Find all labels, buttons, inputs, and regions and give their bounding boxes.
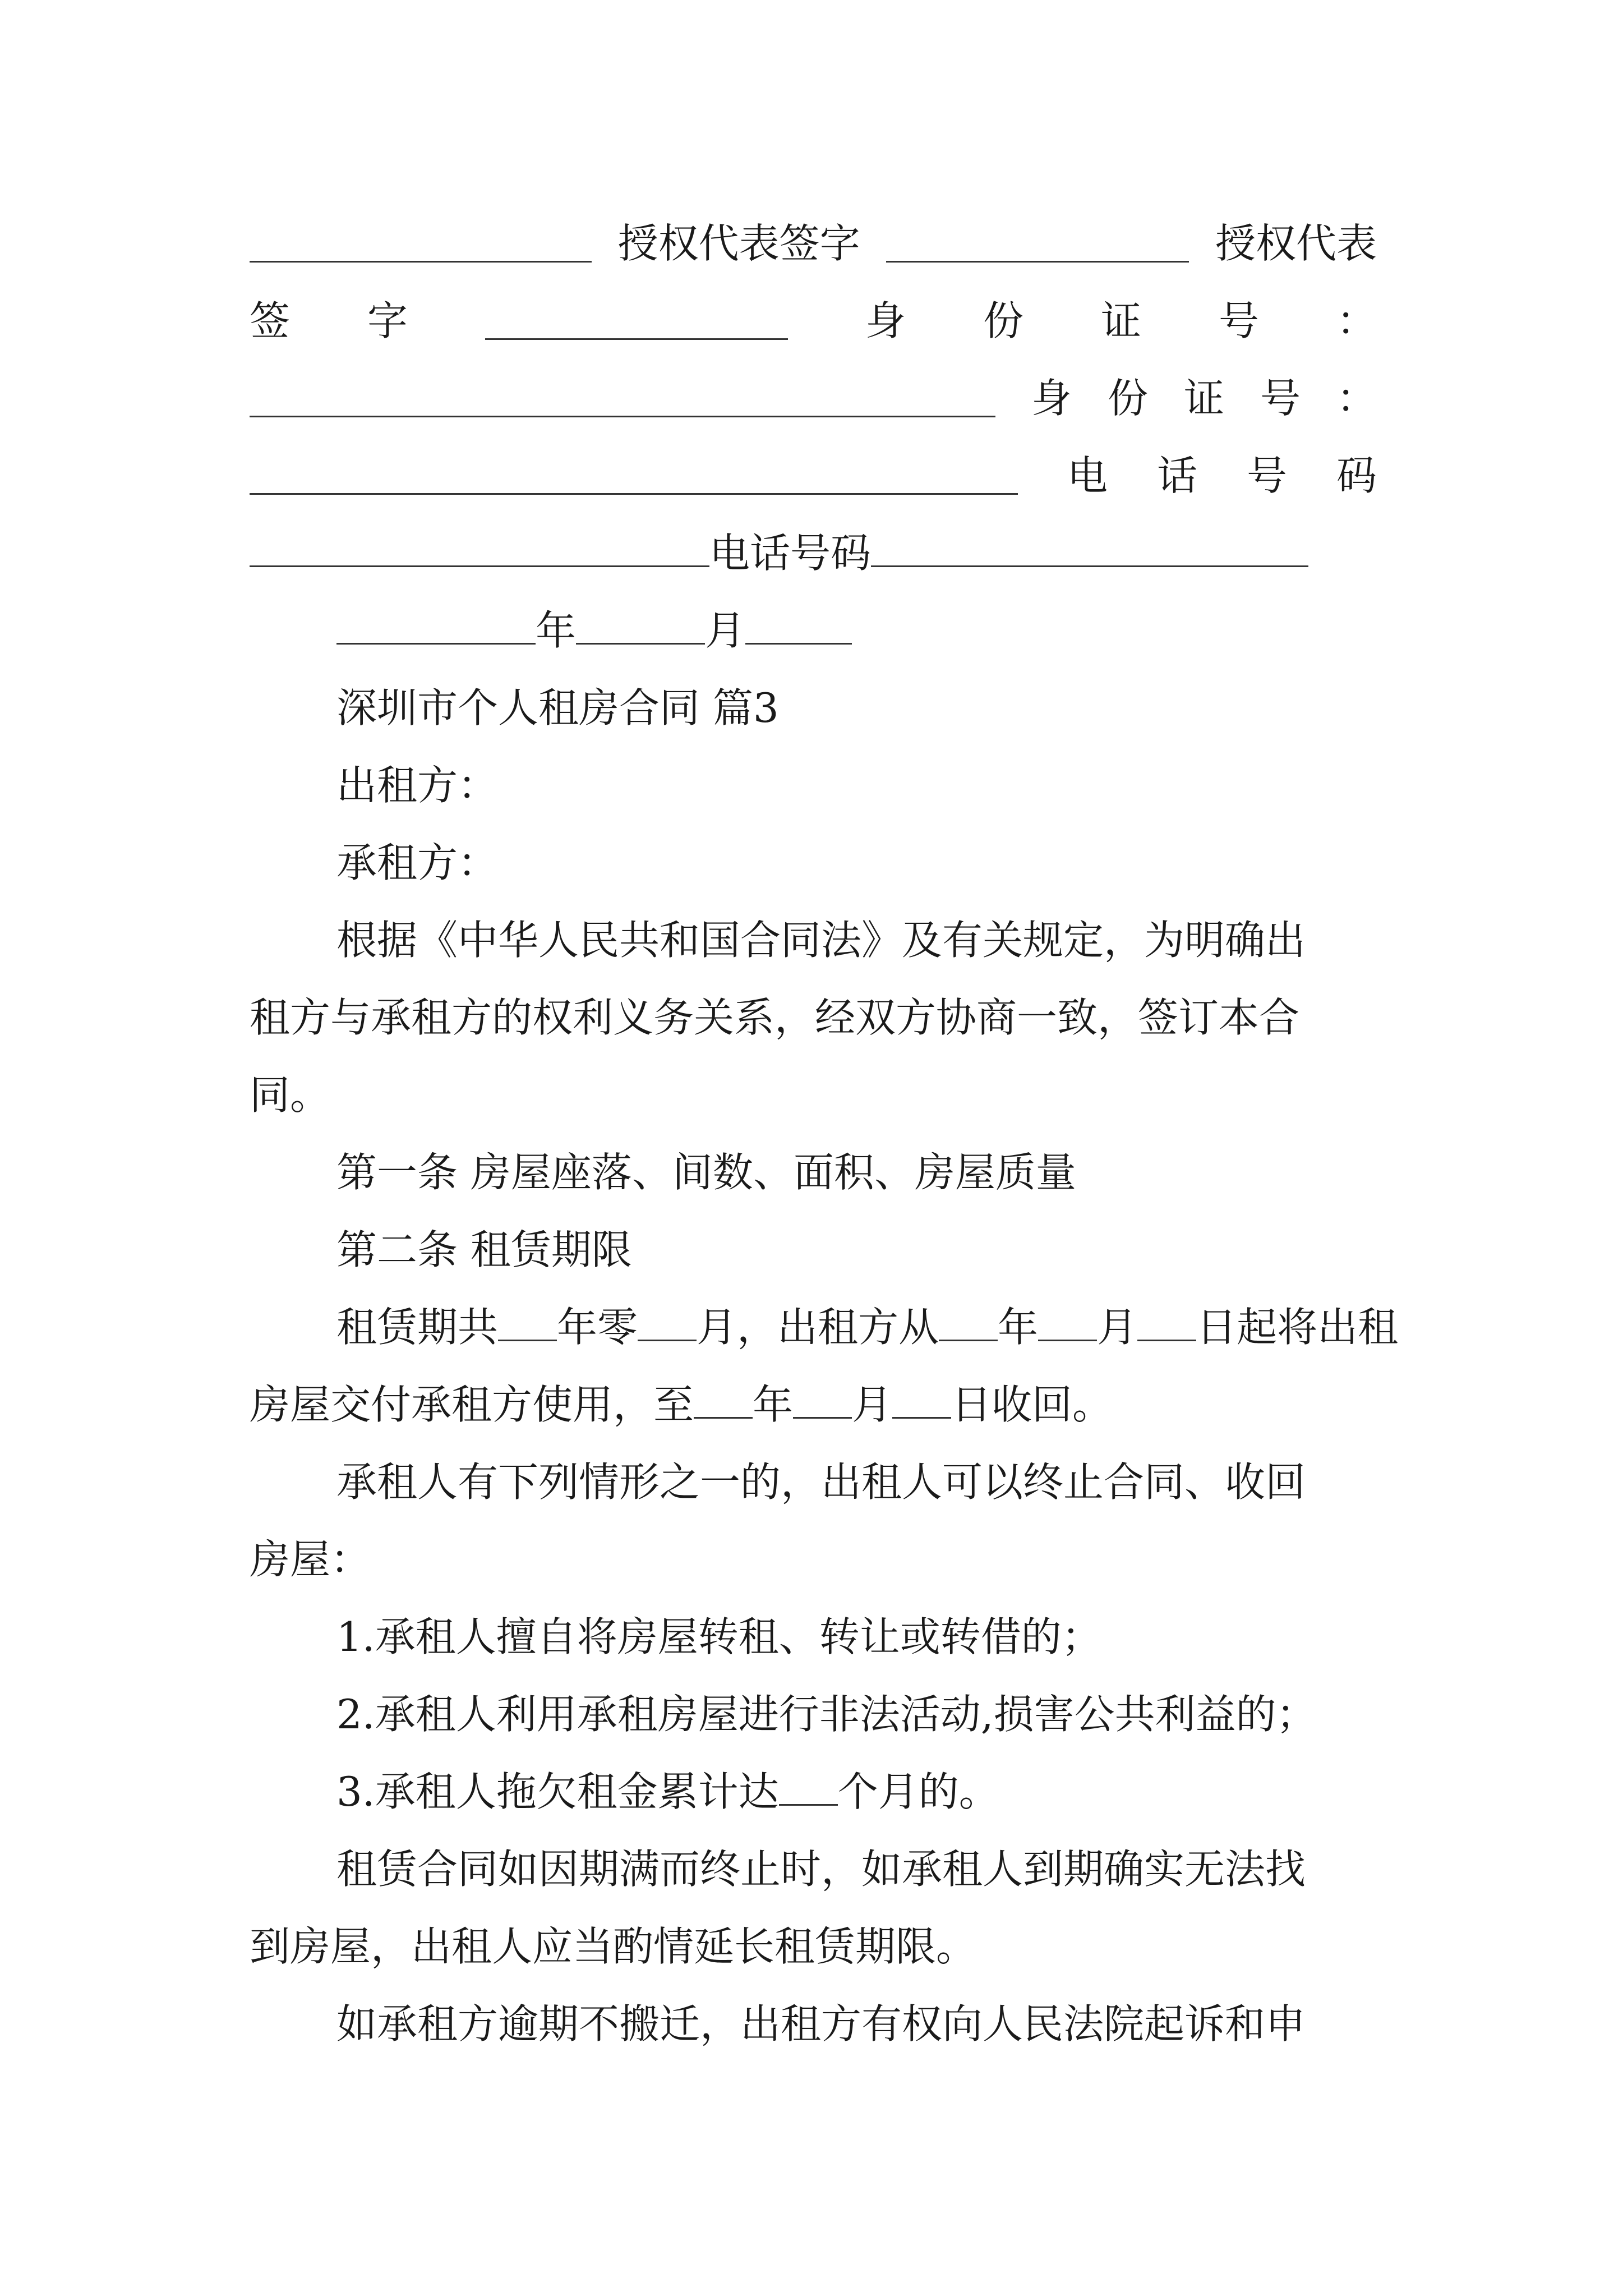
sign-char: 字	[367, 297, 408, 344]
intro-paragraph-line: 同。	[250, 1071, 331, 1119]
phone-char: 码	[1336, 452, 1377, 499]
day-blank	[745, 607, 852, 645]
id-char: 身	[1031, 375, 1072, 422]
id-char: 身	[865, 297, 906, 344]
lease-blank	[793, 1381, 852, 1419]
id-char: 份	[1107, 375, 1148, 422]
phone-blank	[250, 530, 709, 567]
id-char: 号	[1218, 297, 1259, 344]
signature-row-5	[250, 514, 1377, 592]
month-blank	[576, 607, 705, 645]
lease-blank	[892, 1381, 951, 1419]
article-2-heading: 第二条 租赁期限	[336, 1226, 632, 1273]
expiry-paragraph-line: 到房屋，出租人应当酌情延长租赁期限。	[250, 1923, 977, 1970]
lease-text: 租赁期共	[336, 1304, 499, 1351]
phone-blank	[871, 530, 1308, 567]
item-text: 个月的。	[837, 1768, 999, 1815]
year-label: 年	[536, 607, 577, 654]
id-number-blank	[250, 380, 995, 417]
article-1-heading: 第一条 房屋座落、间数、面积、房屋质量	[336, 1149, 1076, 1196]
intro-paragraph-line: 根据《中华人民共和国合同法》及有关规定，为明确出	[336, 917, 1306, 964]
id-char: 证	[1183, 375, 1224, 422]
signature-row-2	[250, 282, 1377, 360]
item-text: 3.承租人拖欠租金累计达	[336, 1768, 779, 1815]
lease-blank	[694, 1381, 753, 1419]
lease-text: 月	[852, 1381, 893, 1428]
phone-char: 话	[1156, 452, 1197, 499]
lease-text: 日收回。	[951, 1381, 1113, 1428]
termination-item-3	[336, 1752, 1377, 1831]
lease-term-line	[250, 1365, 1377, 1444]
intro-paragraph-line: 租方与承租方的权利义务关系，经双方协商一致，签订本合	[250, 994, 1300, 1041]
signature-row-1	[250, 204, 1377, 283]
sign-char: 签	[250, 297, 291, 344]
month-label: 月	[705, 607, 746, 654]
lessor-label: 出租方：	[336, 762, 499, 809]
id-char: ：	[1336, 375, 1377, 422]
relocation-paragraph-line: 如承租方逾期不搬迁，出租方有权向人民法院起诉和申	[336, 2000, 1306, 2047]
lease-blank	[1038, 1304, 1097, 1341]
lease-text: 年	[753, 1381, 794, 1428]
signature-row-3	[250, 359, 1377, 438]
lease-text: 日起将出租	[1196, 1304, 1399, 1351]
termination-paragraph-line: 房屋：	[250, 1536, 371, 1583]
signature-blank	[250, 225, 592, 263]
termination-item-2: 2.承租人利用承租房屋进行非法活动,损害公共利益的；	[336, 1691, 1317, 1738]
id-char: 号	[1260, 375, 1301, 422]
lease-text: 月	[1097, 1304, 1138, 1351]
id-char: ：	[1336, 297, 1377, 344]
signature-blank	[485, 302, 788, 340]
phone-char: 电	[1067, 452, 1108, 499]
date-row	[336, 591, 1377, 670]
termination-paragraph-line: 承租人有下列情形之一的，出租人可以终止合同、收回	[336, 1458, 1306, 1506]
lease-text: 房屋交付承租方使用，至	[250, 1381, 694, 1428]
lease-text: 年零	[557, 1304, 638, 1351]
authorized-rep-label: 授权代表	[1215, 220, 1377, 267]
lease-text: 年	[998, 1304, 1039, 1351]
id-char: 份	[983, 297, 1023, 344]
authorized-signature-label: 授权代表签字	[617, 220, 860, 267]
lease-blank	[638, 1304, 697, 1341]
lessee-label: 承租方：	[336, 839, 499, 886]
year-blank	[336, 607, 536, 645]
lease-blank	[498, 1304, 557, 1341]
id-char: 证	[1100, 297, 1141, 344]
lease-term-line	[336, 1288, 1399, 1366]
lease-blank	[939, 1304, 998, 1341]
id-number-blank	[250, 457, 1018, 495]
termination-item-1: 1.承租人擅自将房屋转租、转让或转借的；	[336, 1613, 1102, 1660]
document-title: 深圳市个人租房合同 篇3	[336, 684, 779, 731]
lease-blank	[1137, 1304, 1196, 1341]
signature-row-4	[250, 436, 1377, 515]
phone-label: 电话号码	[709, 530, 872, 577]
signature-blank	[886, 225, 1189, 263]
phone-char: 号	[1246, 452, 1287, 499]
months-blank	[779, 1768, 838, 1806]
lease-text: 月，出租方从	[697, 1304, 939, 1351]
expiry-paragraph-line: 租赁合同如因期满而终止时，如承租人到期确实无法找	[336, 1846, 1306, 1893]
